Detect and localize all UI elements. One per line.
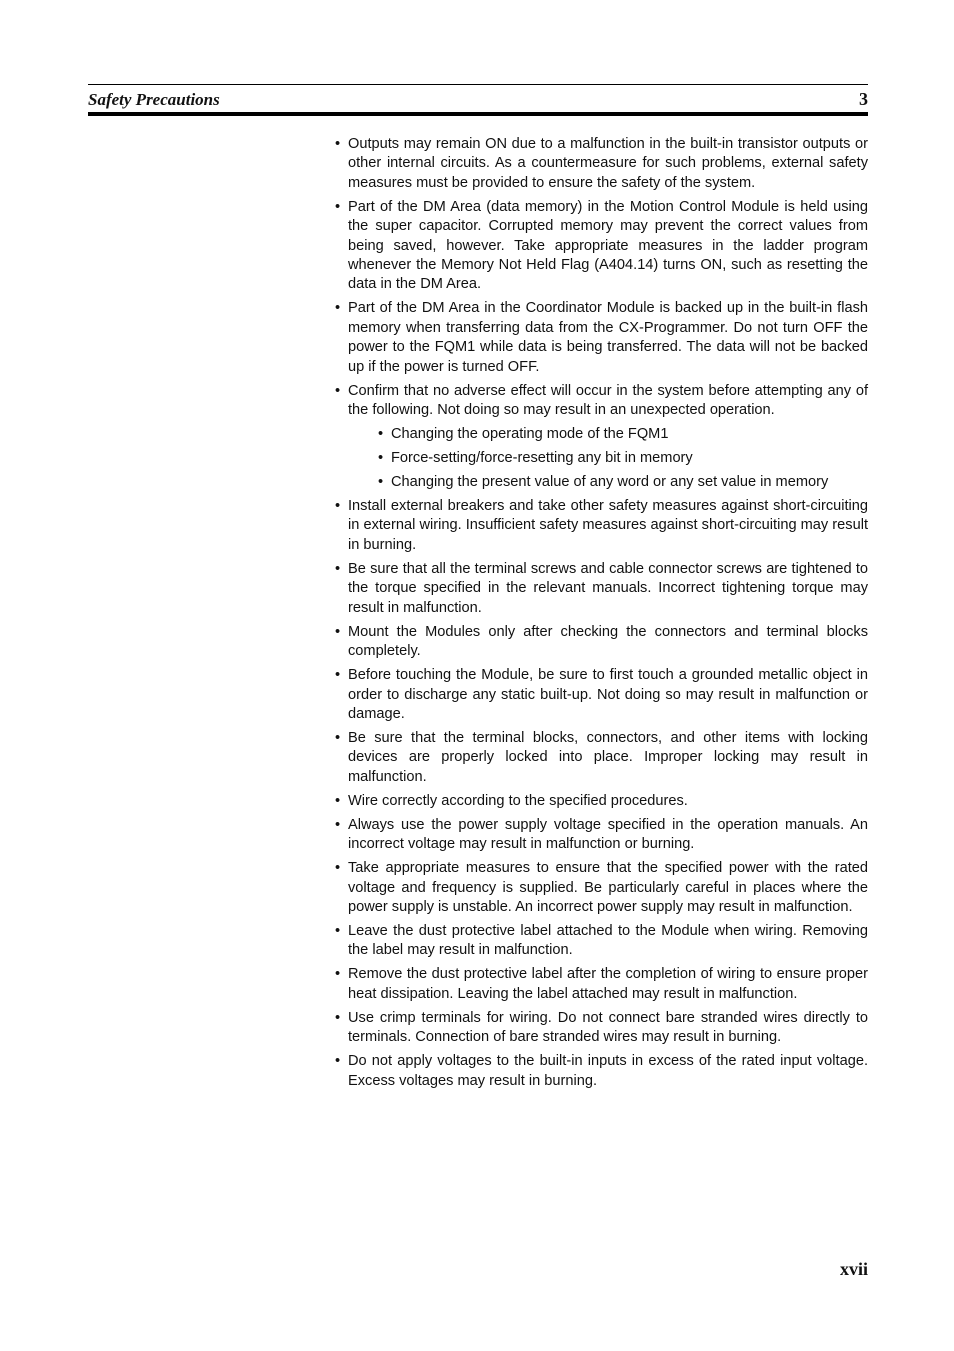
list-item: • Part of the DM Area in the Coordinator Module is backed up in the built-in flash memory when transferring data from the CX-Programmer. Do not turn OFF the power to the FQM1 while data is being transferred. The data will not be backed up if the power is turned OFF. bbox=[334, 299, 868, 377]
list-item-text: Confirm that no adverse effect will occur in the system before attempting any of the following. Not doing so may result in an unexpected operation. bbox=[348, 382, 868, 419]
list-item: • Install external breakers and take other safety measures against short-circuiting in external wiring. Insufficient safety measures against short-circuiting may result in burning. bbox=[334, 497, 868, 555]
section-title: Safety Precautions bbox=[88, 90, 220, 109]
list-item: • Use crimp terminals for wiring. Do not connect bare stranded wires directly to terminals. Connection of bare stranded wires may result in burning. bbox=[334, 1009, 868, 1048]
list-item: • Remove the dust protective label after the completion of wiring to ensure proper heat dissipation. Leaving the label attached may result in malfunction. bbox=[334, 965, 868, 1004]
sub-list-item: • Changing the present value of any word or any set value in memory bbox=[348, 473, 868, 492]
sub-list-item: • Force-setting/force-resetting any bit in memory bbox=[348, 449, 868, 468]
header-top-rule bbox=[88, 84, 868, 85]
list-item: • Before touching the Module, be sure to first touch a grounded metallic object in order to discharge any static built-up. Not doing so may result in malfunction or damage. bbox=[334, 666, 868, 724]
list-item bbox=[334, 382, 868, 493]
list-item: • Always use the power supply voltage specified in the operation manuals. An incorrect voltage may result in malfunction or burning. bbox=[334, 816, 868, 855]
list-item: • Be sure that the terminal blocks, connectors, and other items with locking devices are properly locked into place. Improper locking may result in malfunction. bbox=[334, 729, 868, 787]
list-item: • Mount the Modules only after checking the connectors and terminal blocks completely. bbox=[334, 623, 868, 662]
list-item: • Do not apply voltages to the built-in inputs in excess of the rated input voltage. Excess voltages may result in burning. bbox=[334, 1052, 868, 1091]
precautions-list bbox=[334, 135, 868, 1091]
list-item: • Wire correctly according to the specified procedures. bbox=[334, 792, 868, 811]
sub-list-item: • Changing the operating mode of the FQM1 bbox=[348, 425, 868, 444]
body-text bbox=[334, 135, 868, 1096]
list-item: • Part of the DM Area (data memory) in the Motion Control Module is held using the super capacitor. Corrupted memory may prevent the correct values from being saved, however. Take appropriate measures in the ladder program whenever the Memory Not Held Flag (A404.14) turns ON, such as resetting the data in the DM Area. bbox=[334, 198, 868, 295]
header-bottom-rule bbox=[88, 112, 868, 116]
section-number: 3 bbox=[859, 89, 868, 109]
list-item: • Take appropriate measures to ensure that the specified power with the rated voltage and frequency is supplied. Be particularly careful in places where the power supply is unstable. An incorrect power supply may result in malfunction. bbox=[334, 859, 868, 917]
list-item: • Be sure that all the terminal screws and cable connector screws are tightened to the torque specified in the relevant manuals. Incorrect tightening torque may result in malfunction. bbox=[334, 560, 868, 618]
page-number: xvii bbox=[839, 1259, 868, 1279]
list-item: • Leave the dust protective label attached to the Module when wiring. Removing the label may result in malfunction. bbox=[334, 922, 868, 961]
sub-list bbox=[348, 425, 868, 492]
list-item: • Outputs may remain ON due to a malfunction in the built-in transistor outputs or other internal circuits. As a countermeasure for such problems, external safety measures must be provided to ensure the safety of the system. bbox=[334, 135, 868, 193]
